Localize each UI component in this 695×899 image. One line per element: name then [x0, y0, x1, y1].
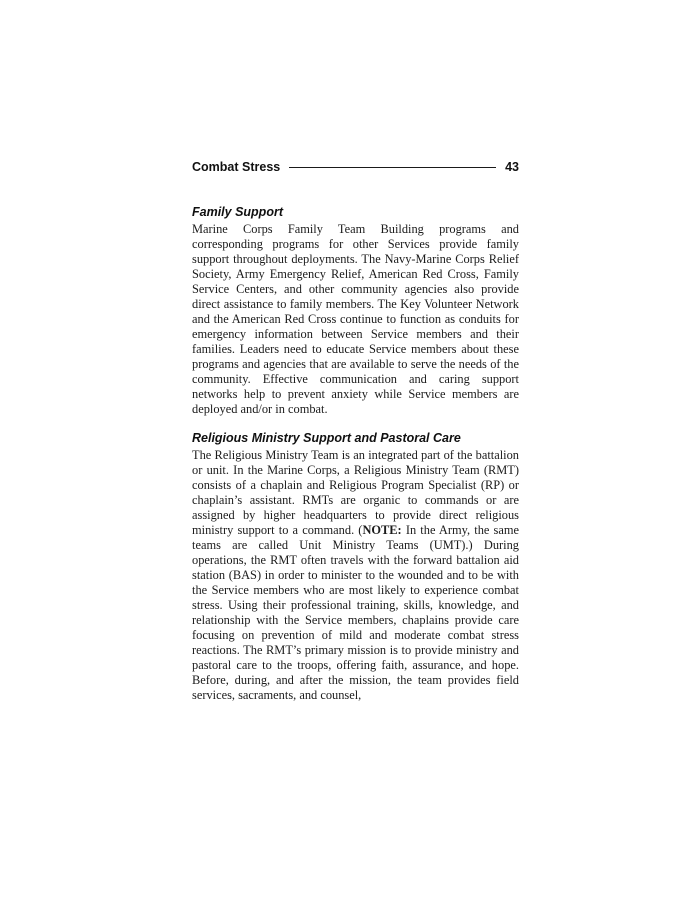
- note-label: NOTE:: [362, 523, 402, 537]
- running-header: [192, 160, 519, 174]
- body-text-before-note: The Religious Ministry Team is an integrated part of the battalion or unit. In the Marine Corps, a Religious Ministry Team (RMT) consists of a chaplain and Religious Program Specialist (RP) or chaplain’s assistant. RMTs are organic to commands or are assigned by higher headquarters to provide direct religious ministry support to a command. (: [192, 448, 519, 537]
- body-text-after-note: In the Army, the same teams are called Unit Ministry Teams (UMT).) During operations, the RMT often travels with the forward battalion aid station (BAS) in order to minister to the wounded and to be with the Service members who are most likely to experience combat stress. Using their professional training, skills, knowledge, and relationship with the Service members, chaplains provide care focusing on prevention of mild and moderate combat stress reactions. The RMT’s primary mission is to provide ministry and pastoral care to the troops, offering faith, assurance, and hope. Before, during, and after the mission, the team provides field services, sacraments, and counsel,: [192, 523, 519, 702]
- page-number: 43: [505, 160, 519, 174]
- section-religious-ministry: [192, 431, 519, 703]
- section-body-family-support: Marine Corps Family Team Building programs and corresponding programs for other Services provide family support throughout deployments. The Navy-Marine Corps Relief Society, Army Emergency Relief, American Red Cross, Family Service Centers, and other community agencies also provide direct assistance to family members. The Key Volunteer Network and the American Red Cross continue to function as conduits for emergency information between Service members and their families. Leaders need to educate Service members about these programs and agencies that are available to serve the needs of the community. Effective communication and caring support networks help to prevent anxiety while Service members are deployed and/or in combat.: [192, 222, 519, 416]
- header-title: Combat Stress: [192, 160, 281, 174]
- section-heading-family-support: Family Support: [192, 205, 283, 219]
- section-family-support: [192, 205, 519, 417]
- section-body-religious-ministry: [192, 448, 519, 703]
- section-heading-religious-ministry: Religious Ministry Support and Pastoral Care: [192, 431, 461, 445]
- text-column: [192, 205, 519, 717]
- header-rule: [289, 167, 496, 168]
